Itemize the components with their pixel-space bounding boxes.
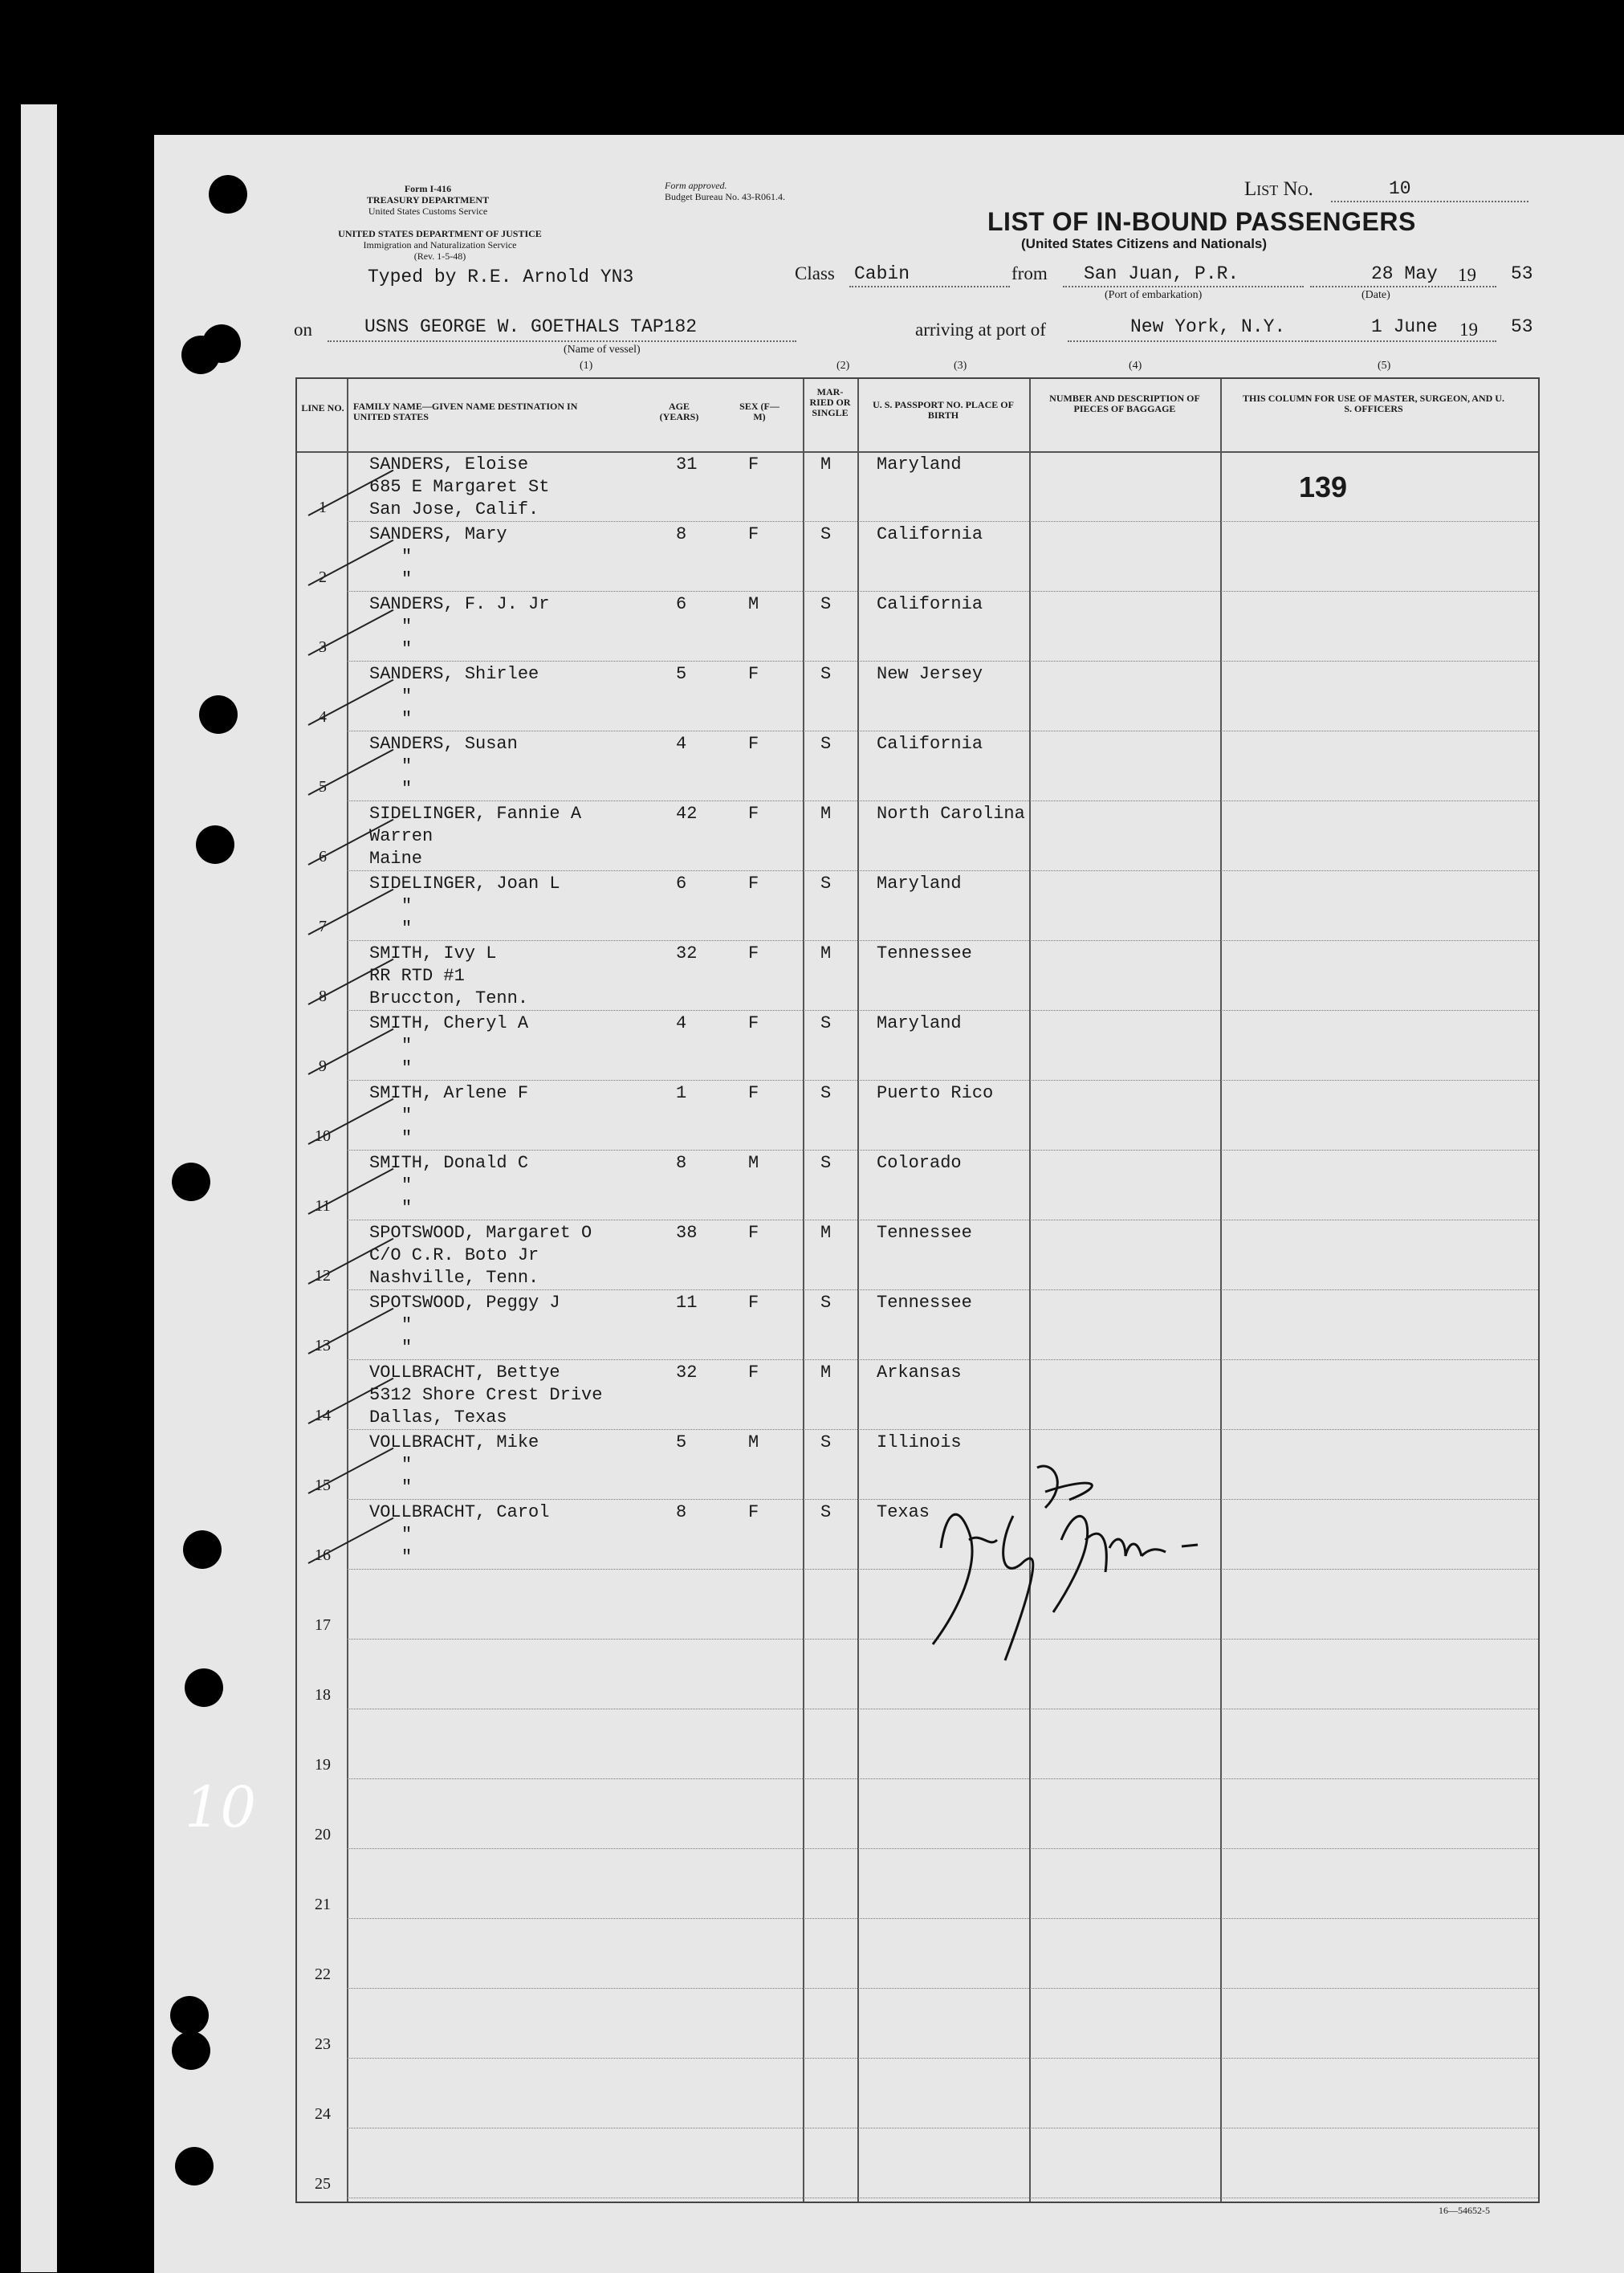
- marital-cell: S: [820, 1293, 832, 1313]
- destination-line-1: ": [401, 1106, 413, 1126]
- line-number: 5: [319, 778, 327, 796]
- marital-cell: S: [820, 594, 832, 614]
- arrival-port: New York, N.Y.: [1130, 316, 1286, 337]
- marital-cell: M: [820, 804, 832, 824]
- page-title: LIST OF IN-BOUND PASSENGERS: [987, 207, 1416, 236]
- line-number: 21: [315, 1896, 331, 1913]
- table-row: [297, 802, 1538, 872]
- class-label: Class: [795, 263, 835, 283]
- punch-hole: [199, 695, 238, 734]
- row-rule: [347, 1778, 1538, 1779]
- handwritten-list-number: 10: [185, 1774, 257, 1840]
- destination-line-1: ": [401, 1036, 413, 1056]
- birthplace-cell: Arkansas: [877, 1363, 962, 1383]
- birthplace-cell: California: [877, 734, 983, 754]
- treasury-dept: TREASURY DEPARTMENT: [366, 194, 490, 206]
- line-number: 9: [319, 1057, 327, 1075]
- class-value: Cabin: [854, 263, 910, 284]
- list-no-label: List No.: [1244, 178, 1313, 200]
- line-number: 6: [319, 848, 327, 866]
- table-row: [297, 1780, 1538, 1850]
- marital-cell: S: [820, 1502, 832, 1522]
- destination-line-2: ": [401, 919, 413, 939]
- line-number: 23: [315, 2035, 331, 2053]
- officer-mark: 139: [1299, 470, 1348, 503]
- passenger-name: SMITH, Arlene F: [369, 1083, 529, 1103]
- table-row: [297, 523, 1538, 593]
- table-row: [297, 1850, 1538, 1920]
- row-rule: [347, 661, 1538, 662]
- depart-day: 28 May: [1371, 263, 1438, 284]
- destination-line-1: C/O C.R. Boto Jr: [369, 1245, 539, 1265]
- destination-line-2: Bruccton, Tenn.: [369, 988, 529, 1008]
- col-num-3: (3): [954, 360, 967, 372]
- line-number: 4: [319, 708, 327, 726]
- budget-bureau: Budget Bureau No. 43-R061.4.: [665, 191, 785, 202]
- col-header-age: AGE (YEARS): [659, 401, 699, 422]
- table-row: [297, 1920, 1538, 1990]
- row-rule: [347, 2058, 1538, 2059]
- age-cell: 5: [676, 664, 687, 684]
- table-row: [297, 942, 1538, 1012]
- embark-caption: (Port of embarkation): [1105, 289, 1203, 301]
- birthplace-cell: New Jersey: [877, 664, 983, 684]
- passenger-name: VOLLBRACHT, Carol: [369, 1502, 550, 1522]
- age-cell: 32: [676, 1363, 698, 1383]
- birthplace-cell: Maryland: [877, 1013, 962, 1033]
- row-rule: [347, 1359, 1538, 1360]
- row-rule: [347, 1150, 1538, 1151]
- destination-line-2: ": [401, 1058, 413, 1078]
- punch-hole: [170, 1996, 209, 2035]
- destination-line-1: ": [401, 1175, 413, 1196]
- sex-cell: F: [748, 1083, 759, 1103]
- passenger-name: SANDERS, Shirlee: [369, 664, 539, 684]
- line-number: 16: [315, 1546, 331, 1564]
- col-num-1: (1): [580, 360, 593, 372]
- form-approved: Form approved.: [665, 180, 727, 191]
- table-row: [297, 662, 1538, 732]
- on-label: on: [294, 320, 312, 340]
- sex-cell: M: [748, 594, 759, 614]
- line-number: 8: [319, 988, 327, 1005]
- passenger-table: [295, 377, 1540, 2203]
- passenger-name: VOLLBRACHT, Bettye: [369, 1363, 560, 1383]
- row-rule: [347, 591, 1538, 592]
- class-line: [849, 286, 1010, 287]
- table-row: [297, 872, 1538, 942]
- table-row: [297, 1501, 1538, 1570]
- table-row: [297, 593, 1538, 662]
- row-rule: [347, 1918, 1538, 1919]
- destination-line-2: Maine: [369, 849, 423, 869]
- line-number: 11: [315, 1197, 331, 1215]
- check-mark: [308, 1308, 394, 1354]
- justice-block: [295, 228, 584, 262]
- age-cell: 38: [676, 1223, 698, 1243]
- form-approved-block: [665, 180, 785, 202]
- birthplace-cell: California: [877, 524, 983, 544]
- table-row: [297, 2129, 1538, 2199]
- marital-cell: S: [820, 1013, 832, 1033]
- col-header-baggage: NUMBER AND DESCRIPTION OF PIECES OF BAGGAGE: [1049, 393, 1200, 414]
- line-number: 24: [315, 2105, 331, 2123]
- line-number: 7: [319, 918, 327, 935]
- row-rule: [347, 1848, 1538, 1849]
- row-rule: [347, 1080, 1538, 1081]
- destination-line-2: San Jose, Calif.: [369, 499, 539, 519]
- passenger-name: SANDERS, Mary: [369, 524, 507, 544]
- row-rule: [347, 870, 1538, 871]
- birthplace-cell: Maryland: [877, 454, 962, 475]
- line-number: 19: [315, 1756, 331, 1774]
- age-cell: 32: [676, 943, 698, 963]
- table-row: [297, 1291, 1538, 1361]
- punch-hole: [183, 1530, 222, 1569]
- punch-hole: [175, 2147, 214, 2185]
- col-header-passport: U. S. PASSPORT NO. PLACE OF BIRTH: [873, 399, 1014, 421]
- list-no-line: [1331, 201, 1528, 202]
- table-row: [297, 1710, 1538, 1780]
- marital-cell: M: [820, 454, 832, 475]
- destination-line-2: ": [401, 1547, 413, 1567]
- col-header-line-no: LINE NO.: [301, 402, 344, 413]
- table-row: [297, 1990, 1538, 2059]
- sex-cell: F: [748, 734, 759, 754]
- list-no-value: 10: [1389, 178, 1411, 199]
- sex-cell: F: [748, 664, 759, 684]
- check-mark: [308, 1098, 394, 1145]
- from-line: [1063, 286, 1304, 287]
- row-rule: [347, 521, 1538, 522]
- arrive-day: 1 June: [1371, 316, 1438, 337]
- line-number: 14: [315, 1407, 331, 1424]
- revision: (Rev. 1-5-48): [413, 251, 466, 262]
- marital-cell: M: [820, 1223, 832, 1243]
- table-row: [297, 1082, 1538, 1151]
- table-row: [297, 1361, 1538, 1431]
- destination-line-2: ": [401, 569, 413, 589]
- birthplace-cell: Tennessee: [877, 943, 972, 963]
- destination-line-1: ": [401, 1455, 413, 1475]
- col-num-4: (4): [1129, 360, 1142, 372]
- age-cell: 4: [676, 1013, 687, 1033]
- arriving-label: arriving at port of: [915, 320, 1046, 340]
- marital-cell: S: [820, 664, 832, 684]
- destination-line-1: ": [401, 896, 413, 916]
- destination-line-2: Nashville, Tenn.: [369, 1268, 539, 1288]
- row-rule: [347, 1429, 1538, 1430]
- line-number: 18: [315, 1686, 331, 1704]
- form-number: Form I-416: [404, 183, 452, 194]
- check-mark: [308, 749, 394, 796]
- destination-line-1: 5312 Shore Crest Drive: [369, 1385, 603, 1405]
- age-cell: 42: [676, 804, 698, 824]
- sex-cell: M: [748, 1153, 759, 1173]
- passenger-name: SANDERS, Eloise: [369, 454, 529, 475]
- col-header-name: FAMILY NAME—GIVEN NAME DESTINATION IN UNITED STATES: [353, 401, 578, 422]
- age-cell: 8: [676, 1153, 687, 1173]
- passenger-name: SPOTSWOOD, Peggy J: [369, 1293, 560, 1313]
- sex-cell: M: [748, 1432, 759, 1452]
- line-number: 15: [315, 1477, 331, 1494]
- table-row: [297, 1431, 1538, 1501]
- line-number: 2: [319, 568, 327, 586]
- age-cell: 8: [676, 524, 687, 544]
- passenger-name: SPOTSWOOD, Margaret O: [369, 1223, 592, 1243]
- check-mark: [308, 1517, 394, 1564]
- col-header-officers: THIS COLUMN FOR USE OF MASTER, SURGEON, AND U. S. OFFICERS: [1243, 393, 1504, 414]
- marital-cell: S: [820, 1432, 832, 1452]
- arrive-year-prefix: 19: [1459, 320, 1478, 340]
- ins-service: Immigration and Naturalization Service: [363, 239, 517, 251]
- col-num-5: (5): [1378, 360, 1391, 372]
- destination-line-2: ": [401, 639, 413, 659]
- row-rule: [347, 1010, 1538, 1011]
- from-value: San Juan, P.R.: [1084, 263, 1239, 284]
- punch-hole: [172, 2031, 210, 2070]
- line-number: 20: [315, 1826, 331, 1843]
- marital-cell: S: [820, 1083, 832, 1103]
- table-row: [297, 1012, 1538, 1082]
- handwritten-signature: [925, 1452, 1214, 1668]
- destination-line-1: 685 E Margaret St: [369, 477, 550, 497]
- age-cell: 1: [676, 1083, 687, 1103]
- depart-year-prefix: 19: [1458, 265, 1476, 285]
- punch-hole: [202, 324, 241, 363]
- age-cell: 8: [676, 1502, 687, 1522]
- table-row: [297, 1640, 1538, 1710]
- birthplace-cell: Illinois: [877, 1432, 962, 1452]
- row-rule: [347, 800, 1538, 801]
- table-row: [297, 453, 1538, 523]
- table-row: [297, 732, 1538, 802]
- line-number: 22: [315, 1965, 331, 1983]
- birthplace-cell: Puerto Rico: [877, 1083, 994, 1103]
- from-label: from: [1011, 263, 1048, 283]
- passenger-name: SANDERS, F. J. Jr: [369, 594, 550, 614]
- vessel-line: [328, 340, 796, 342]
- sex-cell: F: [748, 1223, 759, 1243]
- col-num-2: (2): [836, 360, 850, 372]
- age-cell: 4: [676, 734, 687, 754]
- marital-cell: M: [820, 943, 832, 963]
- col-header-sex: SEX (F—M): [739, 401, 779, 422]
- line-number: 1: [319, 499, 327, 516]
- destination-line-2: ": [401, 1128, 413, 1148]
- check-mark: [308, 679, 394, 726]
- punch-hole: [209, 175, 247, 214]
- destination-line-1: ": [401, 1525, 413, 1545]
- justice-dept: UNITED STATES DEPARTMENT OF JUSTICE: [338, 228, 542, 239]
- sex-cell: F: [748, 1293, 759, 1313]
- form-agency-block: [336, 183, 520, 217]
- line-number: 17: [315, 1616, 331, 1634]
- destination-line-2: Dallas, Texas: [369, 1407, 507, 1428]
- vessel-caption: (Name of vessel): [564, 344, 641, 356]
- marital-cell: S: [820, 734, 832, 754]
- passenger-name: VOLLBRACHT, Mike: [369, 1432, 539, 1452]
- birthplace-cell: Colorado: [877, 1153, 962, 1173]
- table-row: [297, 1570, 1538, 1640]
- arrive-year: 53: [1511, 316, 1533, 337]
- birthplace-cell: Maryland: [877, 874, 962, 894]
- passenger-name: SIDELINGER, Fannie A: [369, 804, 582, 824]
- line-number: 3: [319, 638, 327, 656]
- check-mark: [308, 1168, 394, 1215]
- birthplace-cell: Texas: [877, 1502, 930, 1522]
- check-mark: [308, 1448, 394, 1494]
- destination-line-2: ": [401, 1477, 413, 1497]
- typed-by: Typed by R.E. Arnold YN3: [368, 267, 634, 287]
- sex-cell: F: [748, 1013, 759, 1033]
- birthplace-cell: Tennessee: [877, 1223, 972, 1243]
- sex-cell: F: [748, 1363, 759, 1383]
- depart-date-line: [1310, 286, 1496, 287]
- arrive-date-line: [1310, 340, 1496, 342]
- destination-line-1: Warren: [369, 826, 433, 846]
- age-cell: 31: [676, 454, 698, 475]
- marital-cell: S: [820, 1153, 832, 1173]
- destination-line-2: ": [401, 1198, 413, 1218]
- table-row: [297, 2059, 1538, 2129]
- destination-line-1: ": [401, 617, 413, 637]
- sex-cell: F: [748, 454, 759, 475]
- manifest-page: [154, 135, 1624, 2273]
- page-subtitle: (United States Citizens and Nationals): [1021, 236, 1268, 251]
- age-cell: 6: [676, 594, 687, 614]
- destination-line-2: ": [401, 1338, 413, 1358]
- row-rule: [347, 1289, 1538, 1290]
- vessel-name: USNS GEORGE W. GOETHALS TAP182: [364, 316, 698, 337]
- check-mark: [308, 540, 394, 586]
- age-cell: 11: [676, 1293, 698, 1313]
- table-row: [297, 1221, 1538, 1291]
- date-caption: (Date): [1361, 289, 1390, 301]
- row-rule: [347, 940, 1538, 941]
- customs-service: United States Customs Service: [368, 206, 488, 217]
- footer-code: 16—54652-5: [1439, 2205, 1490, 2216]
- marital-cell: S: [820, 524, 832, 544]
- depart-year: 53: [1511, 263, 1533, 284]
- col-header-married: MAR-RIED OR SINGLE: [809, 386, 851, 418]
- destination-line-1: ": [401, 547, 413, 567]
- left-paper-strip: [21, 104, 57, 2272]
- check-mark: [308, 609, 394, 656]
- marital-cell: S: [820, 874, 832, 894]
- line-number: 13: [315, 1337, 331, 1354]
- passenger-name: SMITH, Donald C: [369, 1153, 529, 1173]
- destination-line-1: ": [401, 1315, 413, 1335]
- sex-cell: F: [748, 524, 759, 544]
- punch-hole: [196, 825, 234, 864]
- passenger-name: SMITH, Ivy L: [369, 943, 497, 963]
- birthplace-cell: Tennessee: [877, 1293, 972, 1313]
- punch-hole: [185, 1668, 223, 1707]
- line-number: 25: [315, 2175, 331, 2193]
- age-cell: 6: [676, 874, 687, 894]
- birthplace-cell: North Carolina: [877, 804, 1025, 824]
- punch-hole: [172, 1163, 210, 1201]
- check-mark: [308, 889, 394, 935]
- marital-cell: M: [820, 1363, 832, 1383]
- destination-line-2: ": [401, 709, 413, 729]
- passenger-name: SIDELINGER, Joan L: [369, 874, 560, 894]
- birthplace-cell: California: [877, 594, 983, 614]
- line-number: 10: [315, 1127, 331, 1145]
- passenger-name: SANDERS, Susan: [369, 734, 518, 754]
- sex-cell: F: [748, 804, 759, 824]
- sex-cell: F: [748, 1502, 759, 1522]
- age-cell: 5: [676, 1432, 687, 1452]
- sex-cell: F: [748, 874, 759, 894]
- destination-line-1: ": [401, 756, 413, 776]
- row-rule: [347, 1988, 1538, 1989]
- port-line: [1068, 340, 1309, 342]
- check-mark: [308, 1029, 394, 1075]
- line-number: 12: [315, 1267, 331, 1285]
- destination-line-2: ": [401, 779, 413, 799]
- passenger-name: SMITH, Cheryl A: [369, 1013, 529, 1033]
- sex-cell: F: [748, 943, 759, 963]
- destination-line-1: RR RTD #1: [369, 966, 465, 986]
- table-row: [297, 1151, 1538, 1221]
- destination-line-1: ": [401, 686, 413, 707]
